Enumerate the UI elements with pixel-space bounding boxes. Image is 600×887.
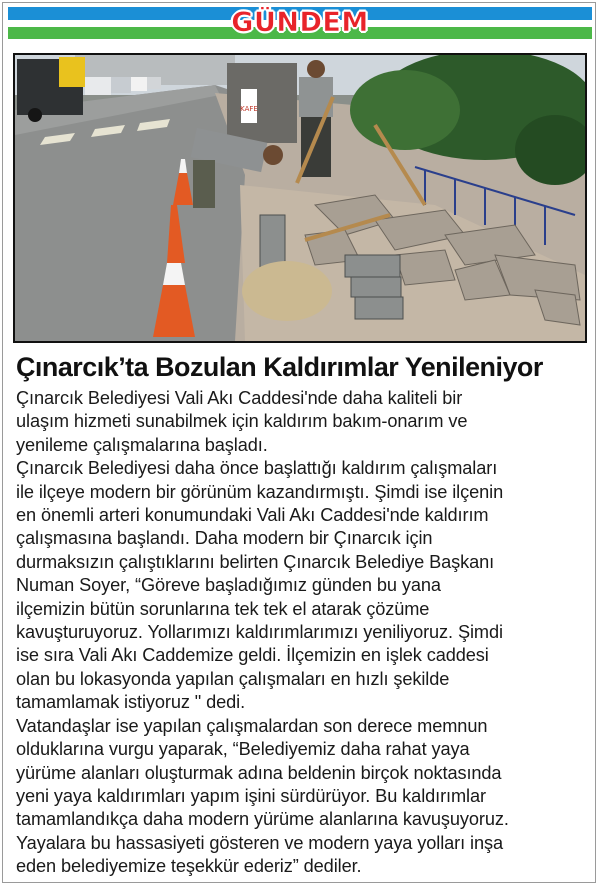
section-banner [8,7,592,39]
article-line: eden belediyemize teşekkür ederiz” dediler. [16,856,362,877]
article-line: durmaksızın çalıştıklarını belirten Çınarcık Belediye Başkanı [16,551,495,572]
article-line: çalışmasına başlandı. Daha modern bir Çınarcık için [16,528,433,549]
article-line: tamamlamak istiyoruz " dedi. [16,692,246,713]
article-line: ulaşım hizmeti sunabilmek için kaldırım bakım-onarım ve [16,411,468,432]
article-line: Yayalara bu hassasiyeti gösteren ve modern yaya yolları inşa [16,832,504,853]
article-line: kavuşturuyoruz. Yollarımızı kaldırımlarımızı yeniliyoruz. Şimdi [16,622,503,643]
article-line: Vatandaşlar ise yapılan çalışmalardan son derece memnun [16,715,488,736]
article-line: olduklarına vurgu yaparak, “Belediyemiz daha rahat yaya [16,739,470,760]
article-line: tamamlandıkça daha modern yürüme alanlarına kavuşuyoruz. [16,809,509,830]
shop-sign-text: KAFE [240,105,258,113]
article-photo [13,53,587,343]
article-body [16,387,600,879]
article-line: ilçemizin bütün sorunlarına tek tek el atarak çözüme [16,598,430,619]
article-line: yeni yaya kaldırımları yapım işini sürdürüyor. Bu kaldırımlar [16,785,486,806]
article-line: yürüme alanları oluşturmak adına beldenin birçok noktasında [16,762,502,783]
article-line: ile ilçeye modern bir görünüm kazandırmıştı. Şimdi ise ilçenin [16,481,504,502]
article-line: yenileme çalışmalarına başladı. [16,434,268,455]
article-line: Çınarcık Belediyesi daha önce başlattığı kaldırım çalışmaları [16,458,498,479]
article-line: ise sıra Vali Akı Caddemize geldi. İlçemizin en işlek caddesi [16,645,489,666]
section-title: GÜNDEM [231,7,369,38]
article-line: olan bu lokasyonda yapılan çalışmaları en hızlı şekilde [16,668,450,689]
article-headline: Çınarcık’ta Bozulan Kaldırımlar Yenileniyor [16,352,543,382]
article-line: Numan Soyer, “Göreve başladığımız günden bu yana [16,575,441,596]
article-line: en önemli arteri konumundaki Vali Akı Caddesi'nde kaldırım [16,505,489,526]
article-line: Çınarcık Belediyesi Vali Akı Caddesi'nde daha kaliteli bir [16,388,463,408]
